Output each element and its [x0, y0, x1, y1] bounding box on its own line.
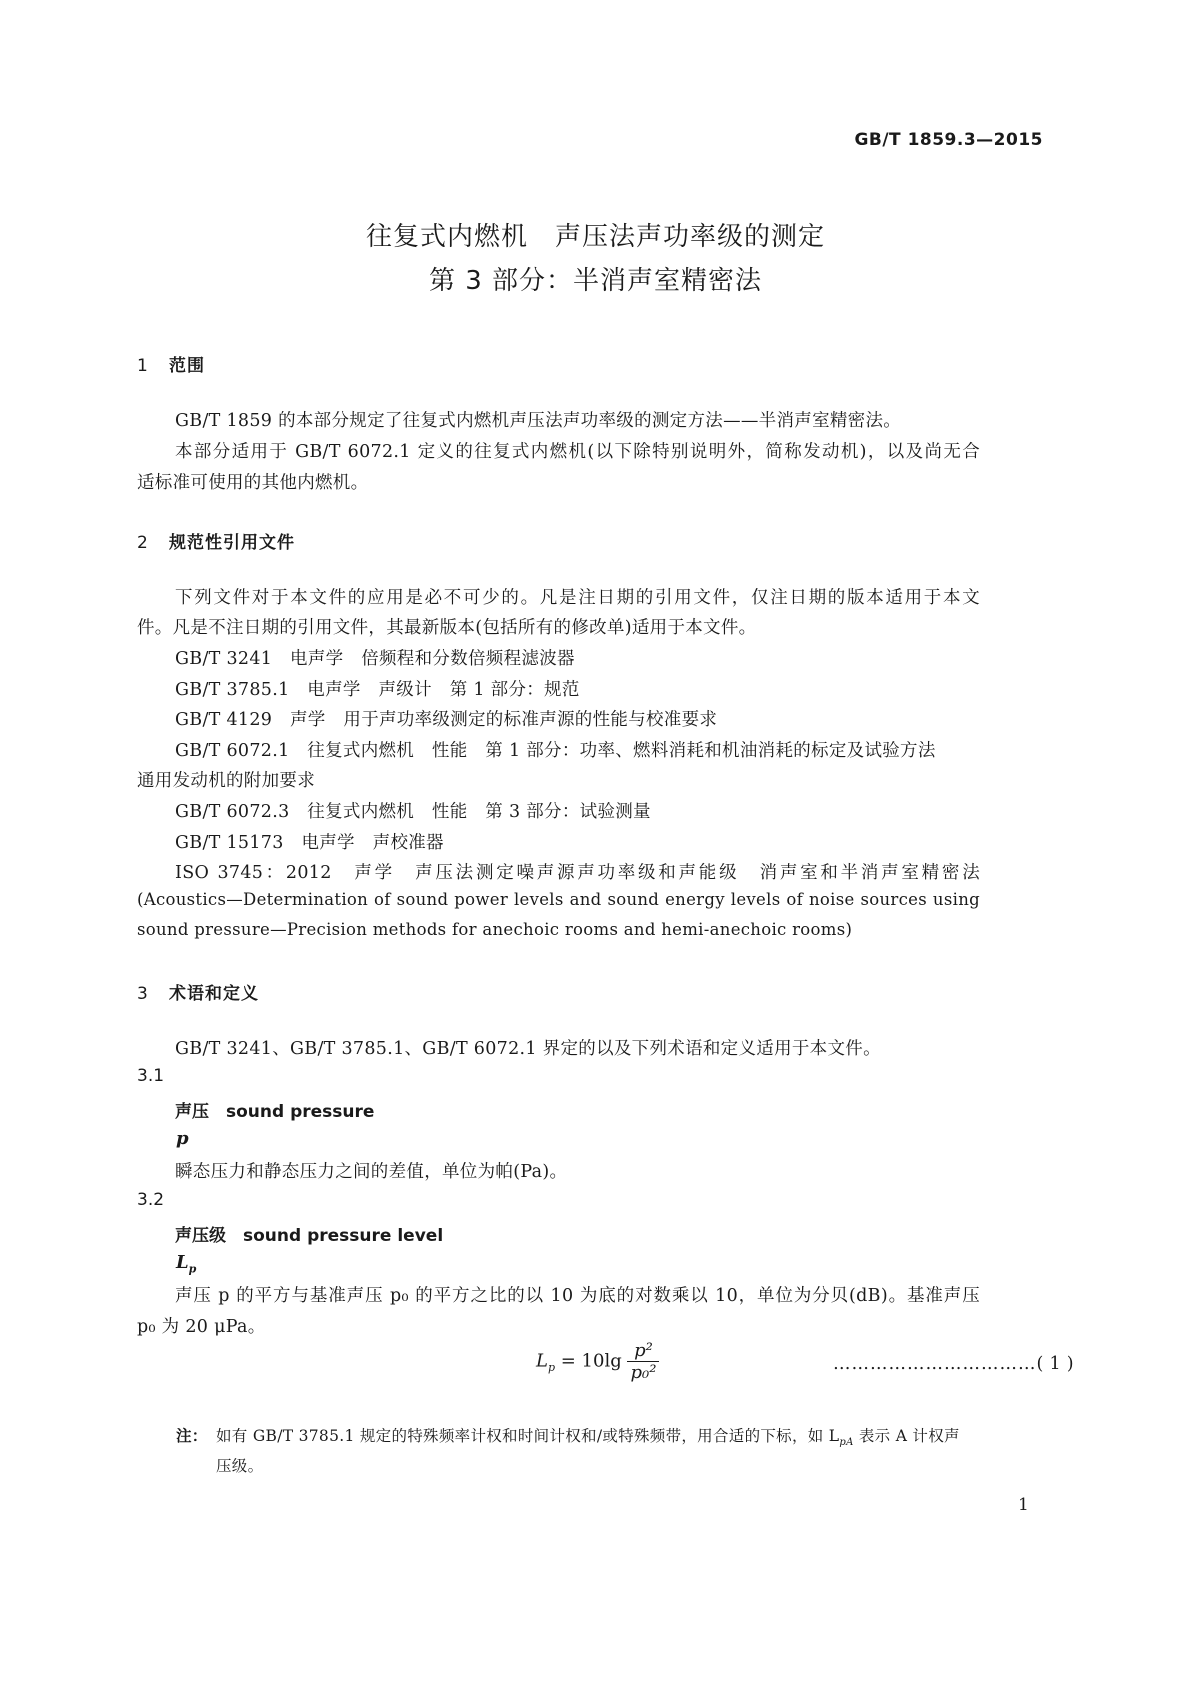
- term-symbol: $L_p$: [176, 1252, 197, 1276]
- section-3-heading: [137, 979, 259, 1004]
- formula: $L_p = 10\lg$ $\frac{\text{p²}}{\text{p₀²}}$: [536, 1340, 659, 1383]
- section-number: 1: [137, 356, 149, 376]
- reference-item: GB/T 6072.3 往复式内燃机 性能 第 3 部分：试验测量: [175, 802, 651, 822]
- paragraph: GB/T 3241、GB/T 3785.1、GB/T 6072.1 界定的以及下列术语和定义适用于本文件。: [175, 1039, 881, 1059]
- reference-item-continued: 通用发动机的附加要求: [137, 771, 315, 791]
- section-title: 术语和定义: [169, 984, 259, 1004]
- term-number: 3.1: [137, 1066, 165, 1086]
- reference-item: GB/T 3785.1 电声学 声级计 第 1 部分：规范: [175, 680, 580, 700]
- term-definition: 瞬态压力和静态压力之间的差值，单位为帕(Pa)。: [175, 1162, 568, 1182]
- term-definition-line: 声压 p 的平方与基准声压 p₀ 的平方之比的以 10 为底的对数乘以 10，单位为分贝(dB)。基准声压: [175, 1286, 980, 1306]
- section-title: 范围: [169, 356, 205, 376]
- term-title: 声压 sound pressure: [175, 1102, 375, 1122]
- section-2-heading: [137, 528, 295, 553]
- term-definition: [175, 1282, 980, 1307]
- reference-item: GB/T 4129 声学 用于声功率级测定的标准声源的性能与校准要求: [175, 710, 718, 730]
- section-number: 2: [137, 533, 149, 553]
- section-title: 规范性引用文件: [169, 533, 295, 553]
- term-number: 3.2: [137, 1190, 165, 1210]
- note-text: 如有 GB/T 3785.1 规定的特殊频率计权和时间计权和/或特殊频带，用合适的下标，如 $L_{pA}$ 表示 A 计权声: [216, 1427, 960, 1449]
- formula-label: ……………………………( 1 ): [833, 1354, 1074, 1374]
- reference-item: GB/T 3241 电声学 倍频程和分数倍频程滤波器: [175, 649, 575, 669]
- section-number: 3: [137, 984, 149, 1004]
- reference-line: ISO 3745：2012 声学 声压法测定噪声源声功率级和声能级 消声室和半消声室精密法: [175, 863, 980, 883]
- reference-item: [175, 859, 980, 884]
- doc-title-line2: 第 3 部分：半消声室精密法: [428, 266, 763, 296]
- term-symbol: p: [176, 1128, 189, 1149]
- section-1-heading: [137, 351, 205, 376]
- paragraph: [175, 584, 980, 609]
- doc-title-line1: 往复式内燃机 声压法声功率级的测定: [365, 222, 825, 252]
- paragraph-line: 适标准可使用的其他内燃机。: [137, 473, 369, 493]
- note-label: 注：: [176, 1427, 208, 1445]
- standard-number: GB/T 1859.3—2015: [854, 130, 1043, 150]
- fraction: $\frac{\text{p²}}{\text{p₀²}}$: [627, 1340, 659, 1383]
- note-text-line2: 压级。: [216, 1457, 264, 1475]
- paragraph-line: 下列文件对于本文件的应用是必不可少的。凡是注日期的引用文件，仅注日期的版本适用于本文: [175, 588, 980, 608]
- reference-item: GB/T 6072.1 往复式内燃机 性能 第 1 部分：功率、燃料消耗和机油消耗的标定及试验方法: [175, 741, 936, 761]
- paragraph-line: 件。凡是不注日期的引用文件，其最新版本(包括所有的修改单)适用于本文件。: [137, 618, 757, 638]
- page-number: 1: [1018, 1495, 1029, 1515]
- reference-item: GB/T 15173 电声学 声校准器: [175, 833, 444, 853]
- paragraph-line: 本部分适用于 GB/T 6072.1 定义的往复式内燃机(以下除特别说明外，简称发动机)，以及尚无合: [175, 442, 980, 462]
- paragraph: GB/T 1859 的本部分规定了往复式内燃机声压法声功率级的测定方法——半消声室精密法。: [175, 411, 902, 431]
- term-definition-line: p₀ 为 20 μPa。: [137, 1317, 266, 1337]
- term-title: 声压级 sound pressure level: [175, 1226, 444, 1246]
- paragraph: [175, 438, 980, 463]
- reference-item-continued: sound pressure—Precision methods for anechoic rooms and hemi-anechoic rooms): [137, 920, 853, 939]
- reference-item-continued: [137, 890, 980, 909]
- reference-line: (Acoustics—Determination of sound power levels and sound energy levels of noise sources using: [137, 890, 980, 909]
